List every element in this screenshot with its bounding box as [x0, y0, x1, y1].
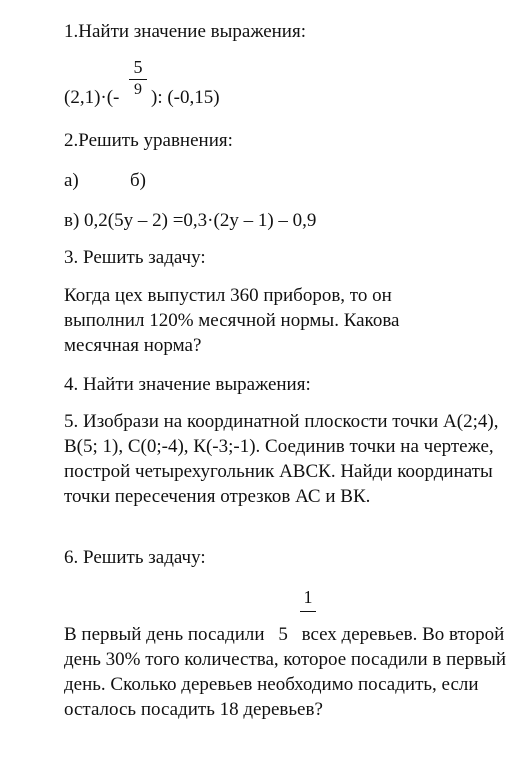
task6-text-after: всех деревьев. Во второй день 30% того количества, которое посадили в первый день. Сколько деревьев необходимо посадить, если осталось посадить 18 деревьев?: [64, 624, 507, 720]
task3-text: Когда цех выпустил 360 приборов, то он выполнил 120% месячной нормы. Какова месячная норма?: [64, 285, 400, 356]
task1-expression-left: (2,1)·(-: [64, 87, 120, 108]
task6-text-before: В первый день посадили: [64, 624, 265, 645]
task1-expression-right: ): (-0,15): [151, 87, 220, 108]
task2-label-b: б): [130, 170, 146, 191]
task6-fraction-numerator: 1: [303, 587, 313, 607]
task6-text: [64, 622, 510, 722]
task3-heading: 3. Решить задачу:: [64, 247, 206, 268]
task6-fraction-denominator: 5: [278, 624, 288, 645]
task2-heading: 2.Решить уравнения:: [64, 130, 233, 151]
task1-heading: 1.Найти значение выражения:: [64, 21, 306, 42]
task6-fraction-bar: [300, 611, 316, 612]
task1-fraction-numerator: 5: [133, 57, 143, 77]
task6-heading: 6. Решить задачу:: [64, 547, 206, 568]
task1-fraction-bar: [129, 79, 147, 80]
task2-equation-v: в) 0,2(5у – 2) =0,3·(2у – 1) – 0,9: [64, 210, 317, 231]
task2-label-a: а): [64, 170, 79, 191]
task4-heading: 4. Найти значение выражения:: [64, 374, 311, 395]
task5-text: 5. Изобрази на координатной плоскости точки А(2;4), В(5; 1), С(0;-4), К(-3;-1). Соединив точки на чертеже, построй четырехугольник АВСК. Найди координаты точки пересечения отрезков АС и ВК.: [64, 411, 499, 507]
task1-fraction-denominator: 9: [134, 81, 142, 98]
